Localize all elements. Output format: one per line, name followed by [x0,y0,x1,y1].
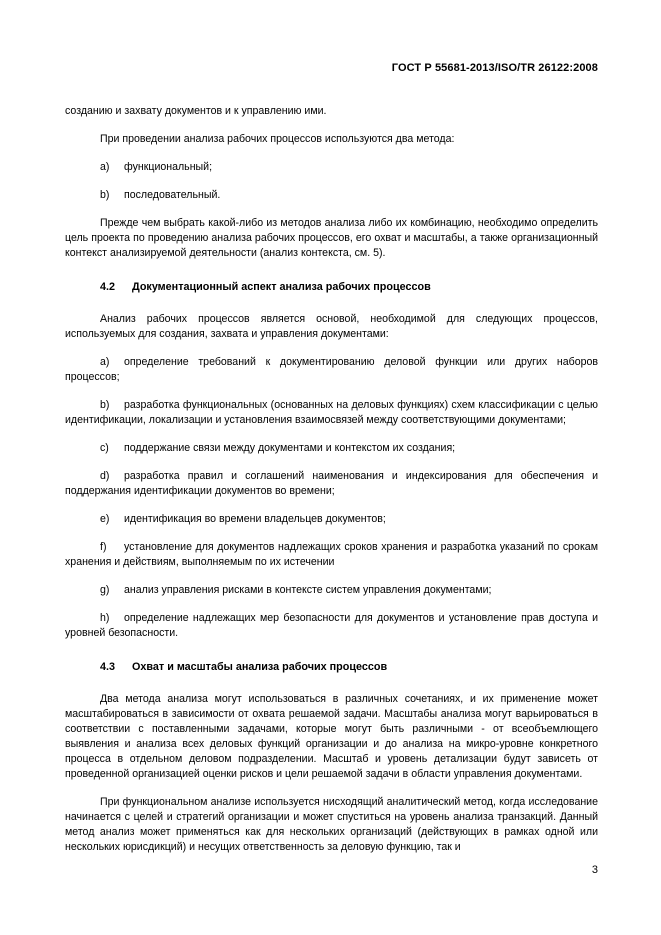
section-number: 4.2 [100,281,116,293]
section-number: 4.3 [100,661,116,673]
paragraph-continuation: созданию и захвату документов и к управлению ими. [65,105,327,117]
paragraph-methods-intro: При проведении анализа рабочих процессов используются два метода: [100,133,455,145]
list-item [65,583,598,598]
list-marker: b) [100,189,110,201]
section-heading-4-3 [65,660,598,675]
list-item-text: разработка правил и соглашений наименования и индексирования для обеспечения и поддержания идентификации документов во времени; [65,470,598,497]
list-item-text: установление для документов надлежащих сроков хранения и разработка указаний по срокам хранения и действиям, выполняемым по их истечении [65,541,598,568]
paragraph-analysis-basis: Анализ рабочих процессов является основой, необходимой для следующих процессов, используемых для создания, захвата и управления документами: [65,313,598,340]
list-marker: e) [100,513,110,525]
list-marker: a) [100,161,110,173]
paragraph-functional-analysis: При функциональном анализе используется нисходящий аналитический метод, когда исследование начинается с целей и стратегий организации и может спуститься на уровень анализа транзакций. Данный метод анализ может применяться как для нескольких организаций (действующих в рамках одной или нескольких юрисдикций) и несущих ответственность за деловую функцию, так и [65,796,598,853]
list-item [65,469,598,499]
list-item-text: определение требований к документированию деловой функции или других наборов процессов; [65,356,598,383]
paragraph-method-choice: Прежде чем выбрать какой-либо из методов анализа либо их комбинацию, необходимо определить цель проекта по проведению анализа рабочих процессов, его охват и масштабы, а также организационный контекст анализируемой деятельности (анализ контекста, см. 5). [65,217,598,259]
list-item [65,540,598,570]
list-item-text: разработка функциональных (основанных на деловых функциях) схем классификации с целью идентификации, локализации и установления взаимосвязей между соответствующими документами; [65,399,598,426]
list-item [65,611,598,641]
list-marker: g) [100,584,110,596]
list-item-text: поддержание связи между документами и контекстом их создания; [124,442,456,454]
list-marker: a) [100,356,110,368]
list-item [65,355,598,385]
document-body [65,104,598,868]
list-item [65,398,598,428]
list-item [65,160,598,175]
section-heading-4-2 [65,280,598,295]
list-item [65,512,598,527]
list-marker: c) [100,442,109,454]
page-number: 3 [591,864,598,876]
list-item-text: последовательный. [124,189,221,201]
list-item [65,188,598,203]
list-item-text: идентификация во времени владельцев документов; [124,513,386,525]
list-marker: f) [100,541,107,553]
section-title: Документационный аспект анализа рабочих процессов [132,281,431,293]
list-marker: b) [100,399,110,411]
paragraph-scope: Два метода анализа могут использоваться в различных сочетаниях, и их применение может масштабироваться в зависимости от охвата решаемой задачи. Масштабы анализа могут варьироваться в соответствии с поставленными задачами, которые могут быть различными - от всеобъемлющего выявления и анализа всех деловых функций организации и до анализа на микро-уровне конкретного процесса в отдельном деловом подразделении. Масштаб и уровень детализации будут зависеть от проведенной организацией оценки рисков и цели решаемой задачи в области управления документами. [65,693,598,780]
document-header: ГОСТ Р 55681-2013/ISO/TR 26122:2008 [391,62,598,74]
list-item-text: определение надлежащих мер безопасности для документов и установление прав доступа и уровней безопасности. [65,612,598,639]
list-marker: d) [100,470,110,482]
list-marker: h) [100,612,110,624]
list-item-text: анализ управления рисками в контексте систем управления документами; [124,584,492,596]
list-item-text: функциональный; [124,161,213,173]
list-item [65,441,598,456]
section-title: Охват и масштабы анализа рабочих процессов [132,661,388,673]
